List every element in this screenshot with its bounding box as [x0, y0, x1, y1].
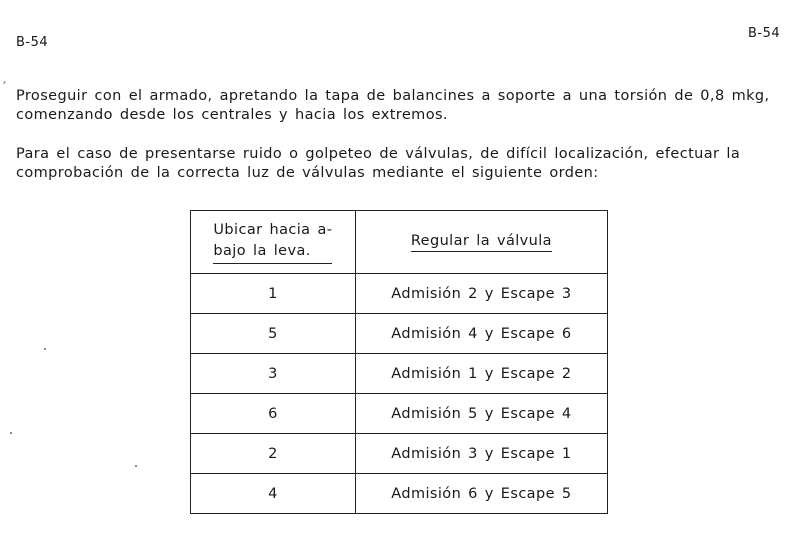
page-code-left: B-54 — [16, 35, 49, 50]
valves-cell: Admisión 6 y Escape 5 — [355, 474, 607, 514]
valves-cell: Admisión 5 y Escape 4 — [355, 394, 607, 434]
table-header-row — [191, 211, 608, 274]
scan-speck — [44, 348, 46, 350]
page-code-right: B-54 — [748, 26, 781, 41]
cam-cell: 1 — [191, 274, 356, 314]
table-row — [191, 434, 608, 474]
cam-cell: 3 — [191, 354, 356, 394]
margin-tick-mark: ′ — [3, 80, 7, 96]
table-row — [191, 274, 608, 314]
cam-cell: 5 — [191, 314, 356, 354]
table-row — [191, 394, 608, 434]
header-adjust-valve — [355, 211, 607, 274]
valves-cell: Admisión 4 y Escape 6 — [355, 314, 607, 354]
valves-cell: Admisión 3 y Escape 1 — [355, 434, 607, 474]
table-row — [191, 474, 608, 514]
valves-cell: Admisión 2 y Escape 3 — [355, 274, 607, 314]
header-cam-position — [191, 211, 356, 274]
valve-adjustment-table — [190, 210, 608, 514]
paragraph-tightening-instructions: Proseguir con el armado, apretando la tapa de balancines a soporte a una torsión de 0,8 mkg, comenzando desde los centrales y hacia los extremos. — [16, 88, 770, 123]
table-row — [191, 314, 608, 354]
header-cam-position-line2: bajo la leva. — [213, 241, 332, 264]
cam-cell: 2 — [191, 434, 356, 474]
cam-cell: 6 — [191, 394, 356, 434]
paragraph-valve-check-intro: Para el caso de presentarse ruido o golpeteo de válvulas, de difícil localización, efectuar la comprobación de la correcta luz de válvulas mediante el siguiente orden: — [16, 146, 741, 181]
valves-cell: Admisión 1 y Escape 2 — [355, 354, 607, 394]
cam-cell: 4 — [191, 474, 356, 514]
table-row — [191, 354, 608, 394]
scan-speck — [10, 432, 12, 434]
header-adjust-valve-label: Regular la válvula — [411, 233, 552, 252]
scan-speck — [135, 465, 137, 467]
header-cam-position-line1: Ubicar hacia a- — [213, 222, 333, 238]
